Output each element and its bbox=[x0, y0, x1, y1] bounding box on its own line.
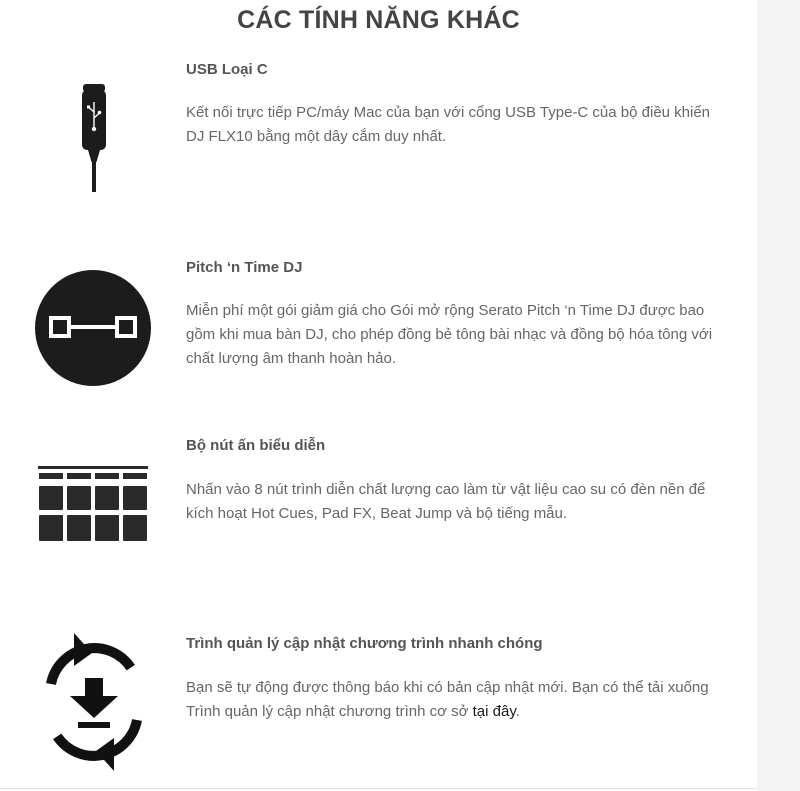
page-title: CÁC TÍNH NĂNG KHÁC bbox=[237, 6, 520, 34]
bottom-divider bbox=[0, 788, 757, 789]
firmware-update-icon bbox=[34, 630, 154, 779]
performance-pads-icon bbox=[38, 466, 148, 547]
feature-title: Trình quản lý cập nhật chương trình nhanh chóng bbox=[186, 635, 543, 652]
feature-description: Miễn phí một gói giảm giá cho Gói mở rộng Serato Pitch ‘n Time DJ được bao gồm khi mua bàn DJ, cho phép đồng bẻ tông bài nhạc và đồng bộ hóa tông với chất lượng âm thanh hoàn hảo. bbox=[186, 302, 713, 367]
description-end: . bbox=[515, 703, 520, 720]
description-text: Bạn sẽ tự động được thông báo khi có bản cập nhật mới. Bạn có thể tải xuống Trình quản lý cập nhật chương trình cơ sở bbox=[186, 679, 709, 720]
feature-title: Pitch ‘n Time DJ bbox=[186, 259, 303, 276]
page-edge bbox=[757, 0, 800, 791]
pitch-time-circle-icon bbox=[34, 269, 152, 392]
feature-title: Bộ nút ấn biểu diễn bbox=[186, 437, 326, 454]
feature-title: USB Loại C bbox=[186, 61, 268, 78]
download-link[interactable]: tại đây bbox=[472, 703, 516, 720]
usb-c-cable-icon bbox=[78, 84, 110, 199]
feature-description: Kết nối trực tiếp PC/máy Mac của bạn với cổng USB Type-C của bộ điều khiển DJ FLX10 bằng một dây cắm duy nhất. bbox=[186, 104, 711, 145]
feature-description bbox=[186, 676, 731, 724]
feature-description: Nhấn vào 8 nút trình diễn chất lượng cao làm từ vật liệu cao su có đèn nền để kích hoạt Hot Cues, Pad FX, Beat Jump và bộ tiếng mẫu. bbox=[186, 481, 706, 522]
